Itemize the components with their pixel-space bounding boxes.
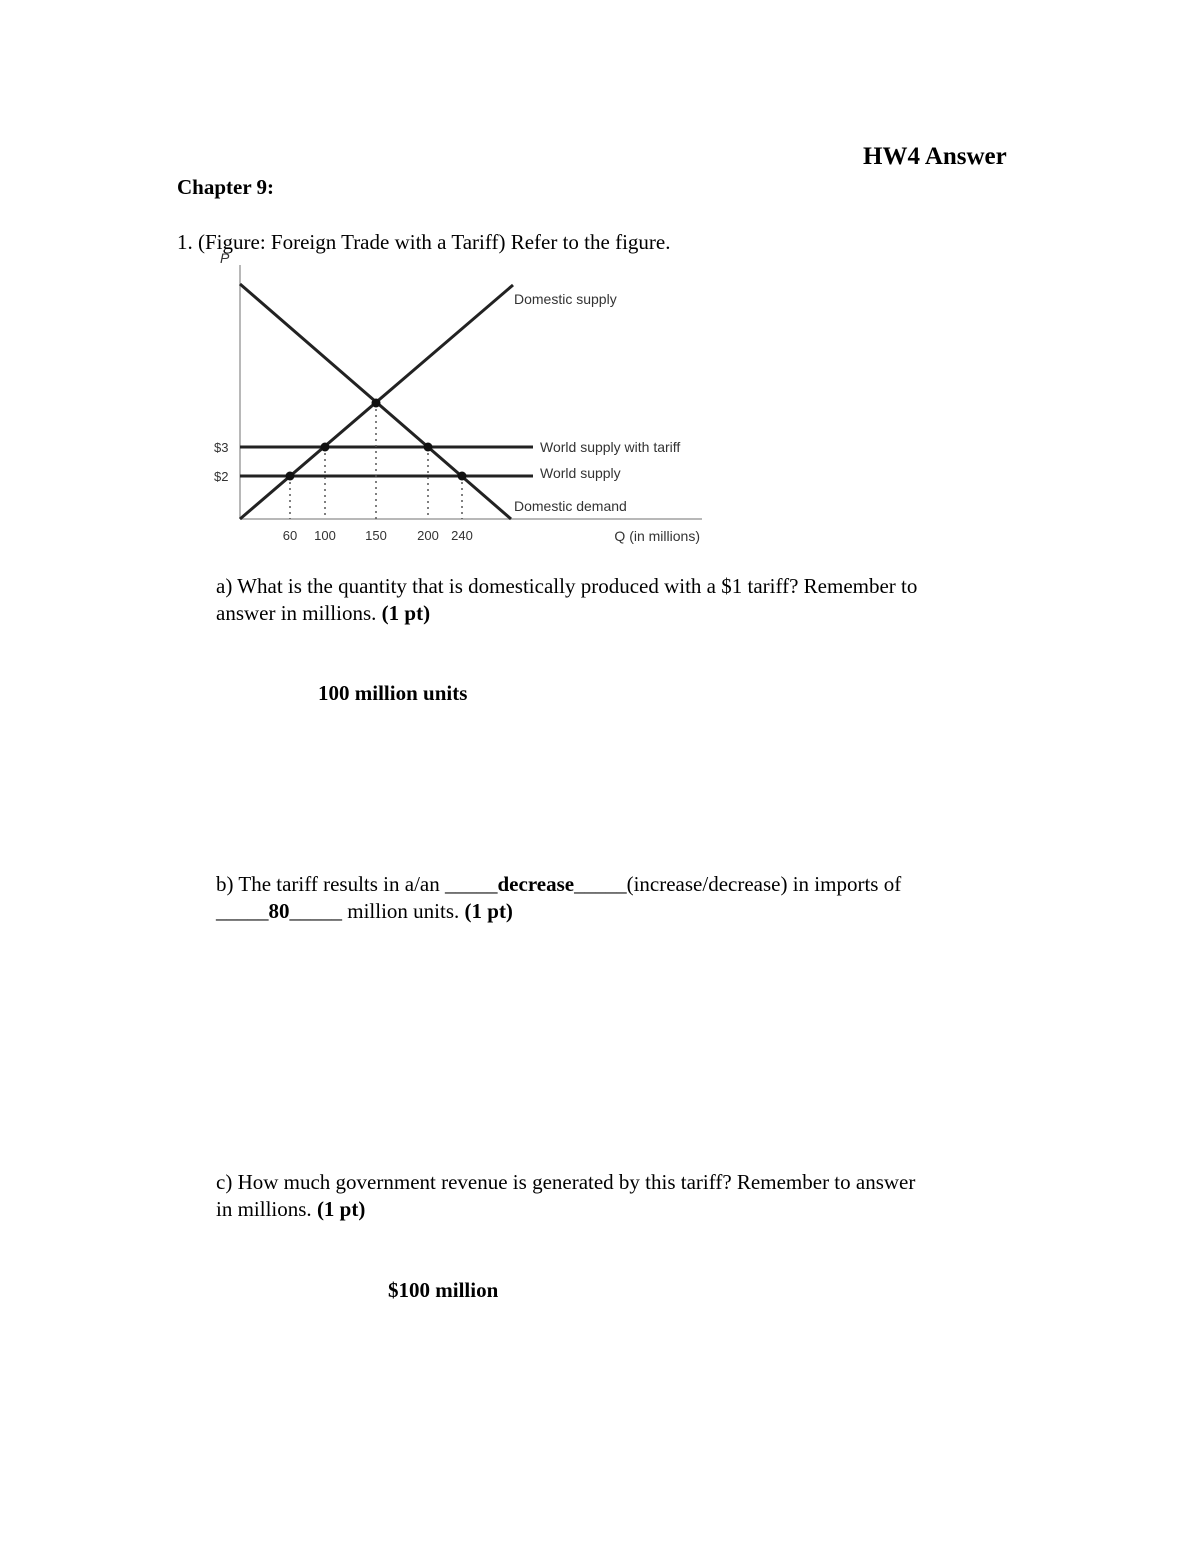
dotted-guides — [290, 403, 462, 519]
question-a-text: answer in millions. — [216, 601, 377, 625]
answer-c: $100 million — [388, 1278, 499, 1302]
question-c-points: (1 pt) — [316, 1197, 366, 1221]
domestic-supply-label: Domestic supply — [514, 291, 617, 307]
y-tick-2: $2 — [214, 469, 229, 484]
x-tick-240: 240 — [451, 528, 473, 543]
x-axis-label: Q (in millions) — [614, 528, 700, 544]
y-tick-3: $3 — [214, 440, 229, 455]
question-b-line-1 — [216, 870, 901, 898]
answer-a: 100 million units — [318, 681, 468, 705]
x-tick-60: 60 — [282, 528, 298, 543]
question-a-points: (1 pt) — [381, 601, 431, 625]
x-tick-150: 150 — [365, 528, 387, 543]
chapter-heading: Chapter 9: — [177, 175, 275, 199]
question-b-blank-prefix: _____ — [216, 899, 269, 923]
question-c-line-1: c) How much government revenue is generated by this tariff? Remember to answer — [216, 1170, 916, 1194]
domestic-demand-label: Domestic demand — [514, 498, 627, 514]
question-b-suffix: _____ million units. — [289, 899, 460, 923]
question-b-points: (1 pt) — [464, 899, 513, 923]
question-b-middle: _____(increase/decrease) in imports of — [574, 872, 902, 896]
answer-b-amount: 80 — [268, 899, 290, 923]
question-a-line-1: a) What is the quantity that is domestically produced with a $1 tariff? Remember to — [216, 574, 918, 598]
world-supply-label: World supply — [540, 465, 621, 481]
question-a-line-2 — [216, 599, 430, 627]
x-tick-200: 200 — [417, 528, 439, 543]
x-tick-100: 100 — [314, 528, 336, 543]
question-b-line-2 — [216, 897, 513, 925]
tariff-figure — [0, 0, 1200, 560]
question-1-intro: 1. (Figure: Foreign Trade with a Tariff) Refer to the figure. — [177, 230, 671, 254]
p-axis-label: P — [220, 250, 230, 266]
question-c-line-2 — [216, 1195, 365, 1223]
world-supply-tariff-label: World supply with tariff — [540, 439, 681, 455]
answer-b-direction: decrease — [497, 872, 575, 896]
page-title: HW4 Answer — [863, 143, 1007, 170]
question-b-prefix: b) The tariff results in a/an _____ — [216, 872, 498, 896]
question-c-text: in millions. — [216, 1197, 312, 1221]
